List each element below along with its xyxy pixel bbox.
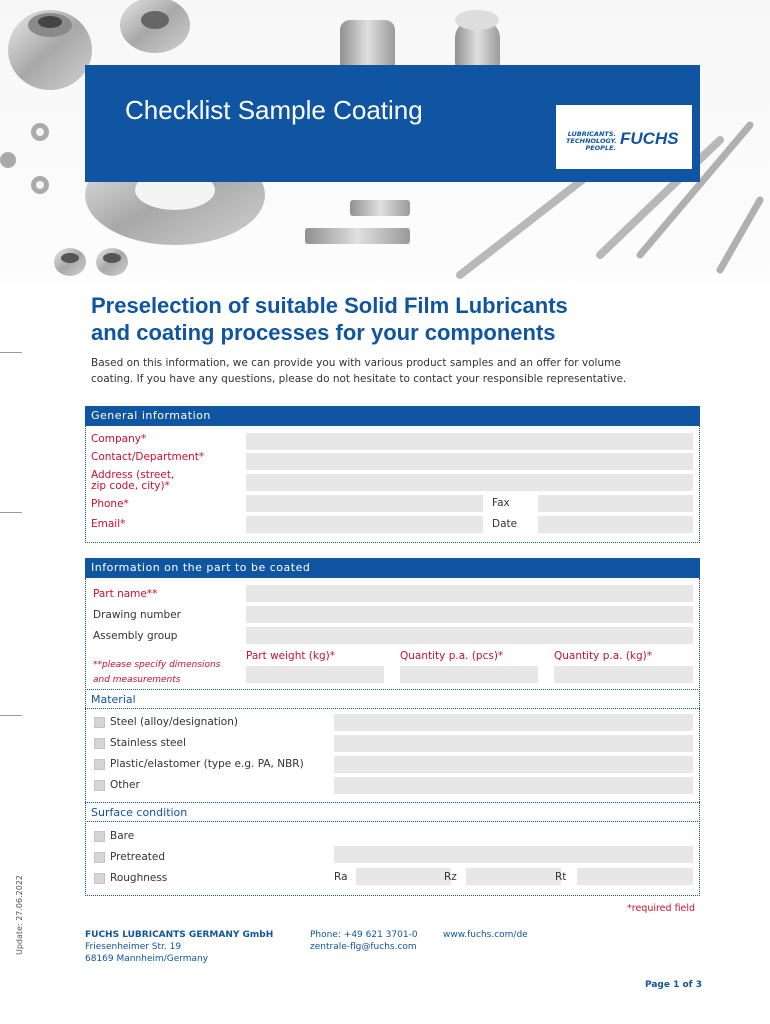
part-weight-field[interactable] bbox=[246, 666, 384, 683]
company-label: Company* bbox=[91, 433, 147, 445]
fold-mark bbox=[0, 512, 22, 513]
required-note: *required field bbox=[627, 903, 696, 914]
section-part-header: Information on the part to be coated bbox=[85, 558, 700, 578]
plastic-field[interactable] bbox=[334, 756, 693, 773]
steel-checkbox[interactable] bbox=[94, 717, 105, 728]
title-banner bbox=[85, 65, 700, 182]
footer-phone: Phone: +49 621 3701-0 bbox=[310, 930, 418, 940]
drawing-number-field[interactable] bbox=[246, 606, 693, 623]
company-field[interactable] bbox=[246, 433, 693, 450]
email-label: Email* bbox=[91, 518, 126, 530]
fold-mark bbox=[0, 715, 22, 716]
rz-field[interactable] bbox=[466, 868, 561, 885]
quantity-pcs-field[interactable] bbox=[400, 666, 538, 683]
footer-street: Friesenheimer Str. 19 bbox=[85, 942, 182, 952]
intro-line-1: Based on this information, we can provide you with various product samples and an offer for volume bbox=[91, 357, 621, 369]
logo-tagline bbox=[566, 131, 616, 152]
footer-website-link[interactable]: www.fuchs.com/de bbox=[443, 930, 528, 940]
stainless-steel-field[interactable] bbox=[334, 735, 693, 752]
document-title: Checklist Sample Coating bbox=[125, 95, 423, 125]
fuchs-logo bbox=[556, 105, 692, 169]
footer-contact bbox=[310, 929, 418, 953]
rz-label: Rz bbox=[444, 871, 457, 883]
hero-image bbox=[0, 0, 770, 285]
logo-tagline-2: TECHNOLOGY. bbox=[566, 137, 617, 145]
fax-field[interactable] bbox=[538, 495, 693, 512]
update-date: Update: 27.06.2022 bbox=[15, 874, 24, 955]
rt-field[interactable] bbox=[577, 868, 693, 885]
pretreated-field[interactable] bbox=[334, 846, 693, 863]
stainless-steel-label: Stainless steel bbox=[110, 737, 186, 749]
address-field[interactable] bbox=[246, 474, 693, 491]
address-label-2: zip code, city)* bbox=[91, 480, 170, 492]
plastic-label: Plastic/elastomer (type e.g. PA, NBR) bbox=[110, 758, 304, 770]
quantity-kg-field[interactable] bbox=[554, 666, 693, 683]
footer-company: FUCHS LUBRICANTS GERMANY GmbH bbox=[85, 930, 274, 940]
steel-field[interactable] bbox=[334, 714, 693, 731]
divider bbox=[85, 689, 700, 690]
assembly-group-label: Assembly group bbox=[93, 630, 178, 642]
steel-label: Steel (alloy/designation) bbox=[110, 716, 238, 728]
address-label bbox=[91, 470, 174, 492]
footer-address bbox=[85, 929, 273, 965]
bare-label: Bare bbox=[110, 830, 135, 842]
date-field[interactable] bbox=[538, 516, 693, 533]
intro-line-2: coating. If you have any questions, please do not hesitate to contact your responsible representative. bbox=[91, 373, 627, 385]
divider bbox=[85, 821, 700, 822]
part-name-field[interactable] bbox=[246, 585, 693, 602]
drawing-number-label: Drawing number bbox=[93, 609, 181, 621]
dimensions-note-1: **please specify dimensions bbox=[93, 660, 221, 670]
contact-label: Contact/Department* bbox=[91, 451, 205, 463]
part-weight-label: Part weight (kg)* bbox=[246, 650, 335, 662]
ra-label: Ra bbox=[334, 871, 348, 883]
fold-mark bbox=[0, 352, 22, 353]
logo-tagline-3: PEOPLE. bbox=[585, 144, 616, 152]
intro-text bbox=[91, 355, 711, 387]
address-label-1: Address (street, bbox=[91, 469, 175, 481]
email-field[interactable] bbox=[246, 516, 483, 533]
other-field[interactable] bbox=[334, 777, 693, 794]
surface-heading: Surface condition bbox=[91, 806, 188, 819]
assembly-group-field[interactable] bbox=[246, 627, 693, 644]
quantity-pcs-label: Quantity p.a. (pcs)* bbox=[400, 650, 504, 662]
quantity-kg-label: Quantity p.a. (kg)* bbox=[554, 650, 653, 662]
footer-city: 68169 Mannheim/Germany bbox=[85, 954, 209, 964]
rt-label: Rt bbox=[555, 871, 567, 883]
ra-field[interactable] bbox=[356, 868, 451, 885]
roughness-checkbox[interactable] bbox=[94, 873, 105, 884]
fax-label: Fax bbox=[492, 497, 510, 509]
plastic-checkbox[interactable] bbox=[94, 759, 105, 770]
page-number: Page 1 of 3 bbox=[645, 980, 702, 990]
date-label: Date bbox=[492, 518, 518, 530]
section-general-header: General information bbox=[85, 406, 700, 426]
page-heading bbox=[91, 292, 568, 346]
stainless-steel-checkbox[interactable] bbox=[94, 738, 105, 749]
phone-label: Phone* bbox=[91, 498, 129, 510]
logo-tagline-1: LUBRICANTS. bbox=[567, 130, 616, 138]
dimensions-note bbox=[93, 658, 220, 688]
logo-wordmark: FUCHS bbox=[620, 129, 679, 148]
dimensions-note-2: and measurements bbox=[93, 675, 181, 685]
part-name-label: Part name** bbox=[93, 588, 158, 600]
divider bbox=[85, 802, 700, 803]
pretreated-checkbox[interactable] bbox=[94, 852, 105, 863]
divider bbox=[85, 708, 700, 709]
heading-line-1: Preselection of suitable Solid Film Lubricants bbox=[91, 293, 568, 318]
pretreated-label: Pretreated bbox=[110, 851, 166, 863]
contact-field[interactable] bbox=[246, 453, 693, 470]
roughness-label: Roughness bbox=[110, 872, 168, 884]
other-label: Other bbox=[110, 779, 140, 791]
phone-field[interactable] bbox=[246, 495, 483, 512]
bare-checkbox[interactable] bbox=[94, 831, 105, 842]
footer-email-link[interactable]: zentrale-flg@fuchs.com bbox=[310, 942, 417, 952]
material-heading: Material bbox=[91, 693, 136, 706]
other-checkbox[interactable] bbox=[94, 780, 105, 791]
heading-line-2: and coating processes for your components bbox=[91, 320, 556, 345]
